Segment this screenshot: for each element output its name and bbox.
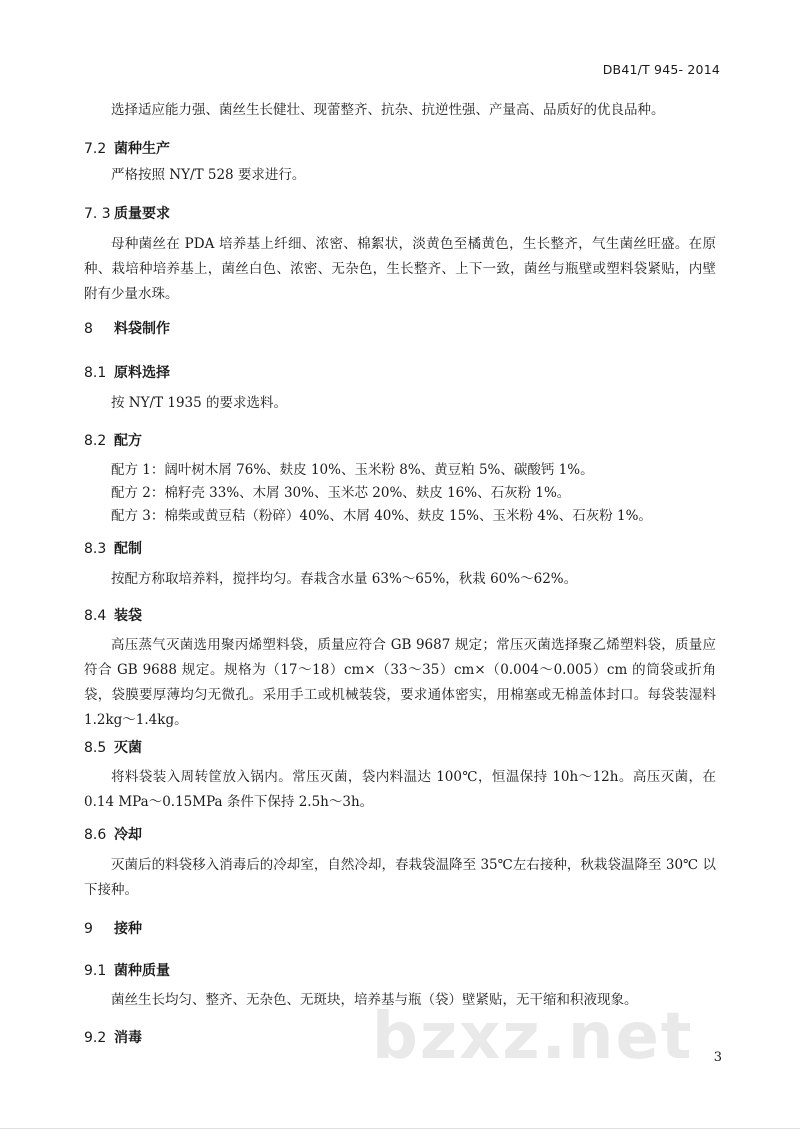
heading-8-1	[84, 362, 170, 382]
paragraph-8-6: 灭菌后的料袋移入消毒后的冷却室，自然冷却，春栽袋温降至 35℃左右接种，秋栽袋温降至 30℃ 以下接种。	[84, 857, 716, 898]
heading-8	[84, 318, 170, 338]
heading-number: 7.2	[84, 141, 107, 157]
heading-title: 配方	[114, 433, 142, 449]
heading-title: 菌种质量	[114, 963, 170, 979]
page-number: 3	[713, 1050, 722, 1065]
heading-7-3	[84, 203, 170, 223]
heading-8-4	[84, 605, 142, 625]
heading-8-6	[84, 824, 142, 844]
paragraph-8-5: 将料袋装入周转筐放入锅内。常压灭菌，袋内料温达 100℃，恒温保持 10h～12h。高压灭菌，在 0.14 MPa～0.15MPa 条件下保持 2.5h～3h。	[84, 769, 716, 810]
heading-title: 灭菌	[114, 740, 142, 756]
heading-title: 菌种生产	[114, 141, 170, 157]
bottom-divider	[0, 1128, 800, 1129]
heading-title: 消毒	[114, 1030, 142, 1046]
formula-item: 配方 1：阔叶树木屑 76%、麸皮 10%、玉米粉 8%、黄豆粕 5%、碳酸钙 1%。	[111, 462, 594, 478]
heading-number: 8.4	[84, 608, 107, 624]
heading-number: 8.6	[84, 827, 107, 843]
heading-8-2	[84, 430, 142, 450]
intro-paragraph: 选择适应能力强、菌丝生长健壮、现蕾整齐、抗杂、抗逆性强、产量高、品质好的优良品种。	[111, 102, 665, 118]
heading-7-2	[84, 138, 170, 158]
heading-number: 8.3	[84, 541, 107, 557]
heading-8-3	[84, 538, 142, 558]
heading-number: 9.2	[84, 1030, 107, 1046]
document-code: DB41/T 945- 2014	[602, 62, 720, 77]
heading-9-1	[84, 960, 170, 980]
paragraph-8-4: 高压蒸气灭菌选用聚丙烯塑料袋，质量应符合 GB 9687 规定；常压灭菌选择聚乙烯塑料袋，质量应符合 GB 9688 规定。规格为（17～18）cm×（33～35）cm×（0.004～0.005）cm 的筒袋或折角袋，袋膜要厚薄均匀无微孔。采用手工或机械装袋，要求通体密实，用棉塞或无棉盖体封口。每袋装湿料 1.2kg～1.4kg。	[84, 637, 716, 728]
heading-number: 8.2	[84, 433, 107, 449]
formula-item: 配方 3：棉柴或黄豆秸（粉碎）40%、木屑 40%、麸皮 15%、玉米粉 4%、石灰粉 1%。	[111, 508, 652, 524]
paragraph-7-2: 严格按照 NY/T 528 要求进行。	[111, 167, 306, 183]
formula-item: 配方 2：棉籽壳 33%、木屑 30%、玉米芯 20%、麸皮 16%、石灰粉 1%。	[111, 485, 571, 501]
heading-number: 8	[84, 321, 93, 337]
heading-title: 冷却	[114, 827, 142, 843]
heading-number: 9	[84, 921, 93, 937]
heading-number: 8.1	[84, 365, 107, 381]
heading-title: 料袋制作	[114, 321, 170, 337]
heading-number: 9.1	[84, 963, 107, 979]
heading-8-5	[84, 737, 142, 757]
heading-9-2	[84, 1027, 142, 1047]
heading-title: 质量要求	[114, 206, 170, 222]
heading-title: 装袋	[114, 608, 142, 624]
heading-title: 接种	[114, 921, 142, 937]
paragraph-8-1: 按 NY/T 1935 的要求选料。	[111, 395, 288, 411]
heading-number: 8.5	[84, 740, 107, 756]
paragraph-9-1: 菌丝生长均匀、整齐、无杂色、无斑块，培养基与瓶（袋）壁紧贴，无干缩和积液现象。	[111, 992, 638, 1008]
paragraph-8-3: 按配方称取培养料，搅拌均匀。春栽含水量 63%～65%，秋栽 60%～62%。	[111, 571, 578, 587]
heading-title: 原料选择	[114, 365, 170, 381]
heading-title: 配制	[114, 541, 142, 557]
heading-number: 7. 3	[84, 206, 111, 222]
paragraph-7-3: 母种菌丝在 PDA 培养基上纤细、浓密、棉絮状，淡黄色至橘黄色，生长整齐，气生菌丝旺盛。在原种、栽培种培养基上，菌丝白色、浓密、无杂色，生长整齐、上下一致，菌丝与瓶壁或塑料袋紧贴，内壁附有少量水珠。	[84, 236, 716, 302]
watermark: bzxz.net	[372, 1000, 694, 1074]
heading-9	[84, 918, 142, 938]
